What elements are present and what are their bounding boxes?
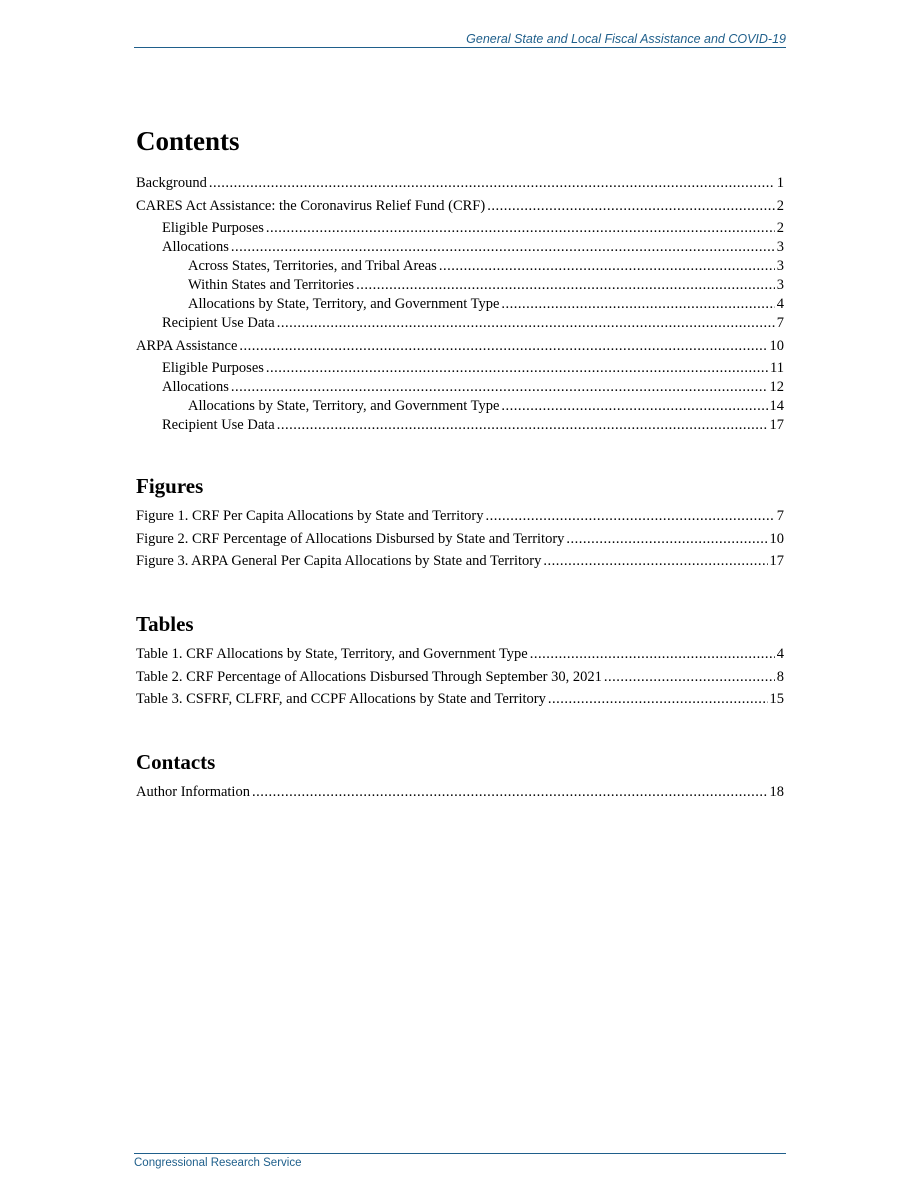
toc-entry-arpa-assistance[interactable] [136, 337, 784, 356]
toc-entry-label: CARES Act Assistance: the Coronavirus Relief Fund (CRF) [136, 197, 486, 214]
toc-entry-label: Author Information [136, 784, 250, 800]
toc-entry-page: 11 [770, 360, 784, 376]
tables-heading: Tables [136, 612, 194, 636]
toc-entry-label: Allocations by State, Territory, and Government Type [188, 296, 500, 312]
toc-entry-label: Eligible Purposes [162, 220, 264, 236]
toc-entry-label: Table 1. CRF Allocations by State, Territory, and Government Type [136, 646, 528, 662]
toc-entry-crf-allocations[interactable] [136, 238, 784, 257]
toc-entry-label: Background [136, 175, 207, 191]
toc-entry-arpa-eligible-purposes[interactable] [136, 359, 784, 378]
toc-entry-table-1[interactable] [136, 645, 784, 664]
toc-entry-figure-1[interactable] [136, 507, 784, 526]
toc-entry-label: Allocations [162, 379, 229, 395]
toc-entry-page: 10 [769, 530, 784, 547]
toc-entry-label: Recipient Use Data [162, 315, 275, 331]
toc-entry-page: 2 [776, 220, 784, 236]
toc-entry-label: Figure 2. CRF Percentage of Allocations Disbursed by State and Territory [136, 530, 565, 547]
toc-entry-page: 10 [769, 337, 784, 354]
figures-heading: Figures [136, 474, 204, 498]
toc-entry-cares-act[interactable] [136, 197, 784, 216]
toc-entry-label: Table 2. CRF Percentage of Allocations Disbursed Through September 30, 2021 [136, 668, 602, 685]
toc-entry-label: Within States and Territories [188, 277, 355, 293]
contacts-list [136, 783, 784, 802]
contacts-heading: Contacts [136, 750, 216, 774]
running-header [134, 32, 786, 48]
toc-entry-page: 4 [776, 296, 784, 312]
tables-section [136, 614, 784, 709]
toc-entry-across-states[interactable] [136, 257, 784, 276]
toc-entry-label: Figure 1. CRF Per Capita Allocations by State and Territory [136, 508, 484, 524]
contents-list [136, 174, 784, 435]
running-header-title: General State and Local Fiscal Assistance and COVID-19 [466, 32, 786, 46]
running-footer [134, 1153, 786, 1170]
toc-entry-table-2[interactable] [136, 668, 784, 687]
toc-entry-crf-allocations-by-state[interactable] [136, 295, 784, 314]
toc-entry-page: 17 [769, 417, 784, 433]
toc-entry-arpa-recipient-use-data[interactable] [136, 416, 784, 435]
toc-entry-page: 18 [769, 784, 784, 800]
toc-entry-figure-2[interactable] [136, 530, 784, 549]
toc-entry-label: Across States, Territories, and Tribal Areas [188, 258, 437, 274]
footer-publisher: Congressional Research Service [134, 1157, 302, 1169]
toc-entry-page: 4 [776, 646, 784, 662]
toc-entry-label: Allocations by State, Territory, and Government Type [188, 398, 500, 414]
toc-entry-label: Eligible Purposes [162, 360, 264, 376]
toc-entry-label: Table 3. CSFRF, CLFRF, and CCPF Allocations by State and Territory [136, 691, 546, 707]
toc-entry-arpa-allocations-by-state[interactable] [136, 397, 784, 416]
toc-entry-page: 1 [776, 175, 784, 191]
toc-entry-page: 3 [776, 277, 784, 293]
toc-entry-page: 7 [776, 508, 784, 524]
toc-entry-page: 14 [769, 398, 784, 414]
contents-heading: Contents [136, 126, 240, 156]
toc-entry-table-3[interactable] [136, 690, 784, 709]
toc-entry-background[interactable] [136, 174, 784, 193]
contacts-section [136, 752, 784, 802]
tables-list [136, 645, 784, 709]
figures-section [136, 476, 784, 571]
toc-entry-label: Recipient Use Data [162, 417, 275, 433]
toc-entry-within-states[interactable] [136, 276, 784, 295]
toc-entry-author-information[interactable] [136, 783, 784, 802]
toc-entry-page: 8 [776, 668, 784, 685]
toc-entry-crf-eligible-purposes[interactable] [136, 219, 784, 238]
toc-entry-page: 3 [776, 258, 784, 274]
toc-entry-label: ARPA Assistance [136, 337, 238, 354]
toc-entry-page: 15 [769, 691, 784, 707]
figures-list [136, 507, 784, 571]
toc-entry-page: 12 [769, 379, 784, 395]
toc-entry-page: 3 [776, 239, 784, 255]
toc-entry-page: 2 [776, 197, 784, 214]
toc-entry-crf-recipient-use-data[interactable] [136, 314, 784, 333]
toc-entry-figure-3[interactable] [136, 552, 784, 571]
toc-entry-arpa-allocations[interactable] [136, 378, 784, 397]
contents-section [136, 128, 784, 435]
toc-entry-page: 17 [769, 553, 784, 569]
toc-entry-label: Allocations [162, 239, 229, 255]
toc-entry-page: 7 [776, 315, 784, 331]
toc-entry-label: Figure 3. ARPA General Per Capita Allocations by State and Territory [136, 553, 542, 569]
